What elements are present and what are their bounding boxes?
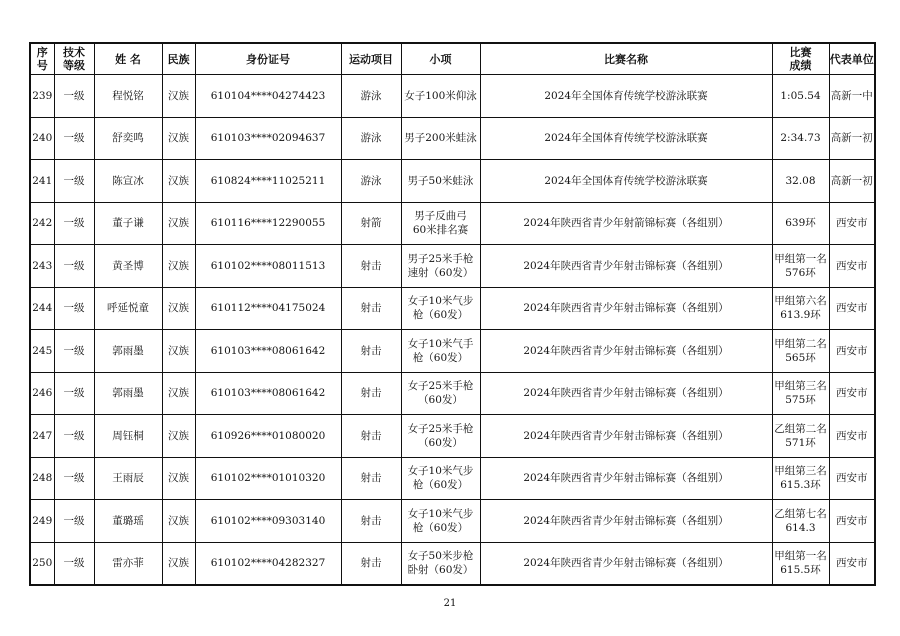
row-number-cell <box>30 287 54 330</box>
sport: 射击 <box>360 514 382 527</box>
ethnicity: 汉族 <box>168 514 189 527</box>
event-cell <box>401 287 480 330</box>
table-body <box>30 75 875 586</box>
unit: 西安市 <box>836 514 868 527</box>
athlete-name: 陈宣冰 <box>112 174 144 187</box>
competition-name: 2024年陕西省青少年射击锦标赛（各组别） <box>523 302 729 315</box>
row-number: 248 <box>32 472 53 485</box>
ethnicity-cell <box>162 160 195 203</box>
tech-level: 一级 <box>63 557 85 570</box>
unit: 西安市 <box>836 259 868 272</box>
row-number-cell <box>30 500 54 543</box>
athlete-name-cell <box>94 287 162 330</box>
ethnicity: 汉族 <box>168 472 189 485</box>
sport: 游泳 <box>360 174 382 187</box>
competition-name: 2024年陕西省青少年射箭锦标赛（各组别） <box>523 217 729 230</box>
result: 2:34.73 <box>780 132 821 145</box>
tech-level-cell <box>54 542 94 585</box>
id-number-cell <box>195 117 341 160</box>
column-header <box>401 43 480 75</box>
tech-level-cell <box>54 415 94 458</box>
athlete-name-cell <box>94 75 162 118</box>
sport-cell <box>341 117 401 160</box>
athlete-name: 程悦铭 <box>112 89 144 102</box>
ethnicity: 汉族 <box>168 344 189 357</box>
ethnicity: 汉族 <box>168 259 189 272</box>
athlete-name: 呼延悦童 <box>107 302 149 315</box>
table-row <box>30 500 875 543</box>
sport: 射击 <box>360 302 382 315</box>
competition-name: 2024年陕西省青少年射击锦标赛（各组别） <box>523 259 729 272</box>
row-number-cell <box>30 117 54 160</box>
column-header <box>480 43 772 75</box>
event: 女子50米步枪 卧射（60发） <box>407 550 474 577</box>
ethnicity-cell <box>162 542 195 585</box>
row-number-cell <box>30 457 54 500</box>
sport-cell <box>341 542 401 585</box>
tech-level: 一级 <box>63 429 85 442</box>
athlete-name: 黄圣博 <box>112 259 144 272</box>
ethnicity-cell <box>162 245 195 288</box>
competition-name-cell <box>480 287 772 330</box>
tech-level-cell <box>54 287 94 330</box>
event-cell <box>401 117 480 160</box>
event-cell <box>401 457 480 500</box>
competition-name: 2024年陕西省青少年射击锦标赛（各组别） <box>523 429 729 442</box>
id-number-cell <box>195 202 341 245</box>
result: 乙组第七名 614.3 <box>774 507 827 534</box>
row-number: 242 <box>32 217 53 230</box>
sport-cell <box>341 160 401 203</box>
sport: 游泳 <box>360 89 382 102</box>
row-number: 239 <box>32 89 53 102</box>
competition-name-cell <box>480 415 772 458</box>
sport-cell <box>341 500 401 543</box>
athlete-name-cell <box>94 160 162 203</box>
competition-name-cell <box>480 160 772 203</box>
unit: 高新一初 <box>830 174 873 187</box>
row-number: 245 <box>32 344 53 357</box>
athlete-name: 舒奕鸣 <box>112 132 144 145</box>
sport: 射击 <box>360 344 382 357</box>
table-header <box>30 43 875 75</box>
tech-level: 一级 <box>63 302 85 315</box>
row-number-cell <box>30 542 54 585</box>
tech-level: 一级 <box>63 344 85 357</box>
tech-level: 一级 <box>63 174 85 187</box>
unit-cell <box>829 75 875 118</box>
id-number: 610102****08011513 <box>210 259 326 272</box>
column-header <box>30 43 54 75</box>
competition-name: 2024年全国体育传统学校游泳联赛 <box>544 174 708 187</box>
row-number: 243 <box>32 259 53 272</box>
sport: 射击 <box>360 387 382 400</box>
result-cell <box>772 117 829 160</box>
unit: 西安市 <box>836 302 868 315</box>
competition-name: 2024年陕西省青少年射击锦标赛（各组别） <box>523 514 729 527</box>
unit-cell <box>829 415 875 458</box>
column-header <box>54 43 94 75</box>
column-header <box>195 43 341 75</box>
tech-level: 一级 <box>63 132 85 145</box>
event-cell <box>401 542 480 585</box>
result-cell <box>772 75 829 118</box>
sport-cell <box>341 415 401 458</box>
athlete-name-cell <box>94 117 162 160</box>
event-cell <box>401 500 480 543</box>
unit-cell <box>829 372 875 415</box>
row-number-cell <box>30 372 54 415</box>
competition-name: 2024年陕西省青少年射击锦标赛（各组别） <box>523 387 729 400</box>
athlete-name-cell <box>94 542 162 585</box>
column-header <box>341 43 401 75</box>
table-row <box>30 457 875 500</box>
table-row <box>30 245 875 288</box>
sport: 游泳 <box>360 132 382 145</box>
result-cell <box>772 415 829 458</box>
ethnicity-cell <box>162 75 195 118</box>
column-header-label: 比赛名称 <box>604 52 648 66</box>
id-number-cell <box>195 457 341 500</box>
unit: 高新一中 <box>830 89 873 102</box>
tech-level-cell <box>54 330 94 373</box>
event: 女子10米气步 枪（60发） <box>407 295 474 322</box>
athlete-name: 郭雨墨 <box>112 344 144 357</box>
event: 女子10米气步 枪（60发） <box>407 507 474 534</box>
ethnicity-cell <box>162 330 195 373</box>
event-cell <box>401 202 480 245</box>
row-number: 241 <box>32 174 53 187</box>
result: 甲组第三名 615.3环 <box>774 465 827 492</box>
competition-name-cell <box>480 202 772 245</box>
event-cell <box>401 415 480 458</box>
sport-cell <box>341 202 401 245</box>
sport: 射击 <box>360 557 382 570</box>
ethnicity-cell <box>162 415 195 458</box>
ethnicity-cell <box>162 202 195 245</box>
event-cell <box>401 160 480 203</box>
event: 男子50米蛙泳 <box>407 174 474 187</box>
unit: 西安市 <box>836 387 868 400</box>
competition-name-cell <box>480 245 772 288</box>
event: 男子反曲弓 60米排名赛 <box>412 210 469 237</box>
competition-name-cell <box>480 75 772 118</box>
id-number-cell <box>195 75 341 118</box>
table-row <box>30 542 875 585</box>
competition-name: 2024年全国体育传统学校游泳联赛 <box>544 89 708 102</box>
unit-cell <box>829 117 875 160</box>
column-header-label: 运动项目 <box>349 52 393 66</box>
column-header-label: 身份证号 <box>246 52 290 66</box>
unit-cell <box>829 245 875 288</box>
tech-level-cell <box>54 500 94 543</box>
competition-name-cell <box>480 372 772 415</box>
result: 甲组第一名 576环 <box>774 252 827 279</box>
row-number-cell <box>30 202 54 245</box>
ethnicity: 汉族 <box>168 217 189 230</box>
athlete-name-cell <box>94 202 162 245</box>
column-header-label: 技术 等级 <box>63 46 85 72</box>
row-number-cell <box>30 75 54 118</box>
column-header <box>94 43 162 75</box>
athlete-name-cell <box>94 372 162 415</box>
sport: 射击 <box>360 472 382 485</box>
tech-level-cell <box>54 457 94 500</box>
column-header-label: 比赛 成绩 <box>789 46 812 72</box>
row-number: 247 <box>32 429 53 442</box>
column-header-label: 姓 名 <box>115 52 141 66</box>
tech-level-cell <box>54 75 94 118</box>
sport-cell <box>341 245 401 288</box>
result-cell <box>772 202 829 245</box>
table-row <box>30 415 875 458</box>
unit-cell <box>829 202 875 245</box>
event: 女子100米仰泳 <box>404 89 477 102</box>
tech-level-cell <box>54 245 94 288</box>
result-cell <box>772 287 829 330</box>
ethnicity: 汉族 <box>168 89 189 102</box>
unit-cell <box>829 500 875 543</box>
row-number: 249 <box>32 514 53 527</box>
id-number-cell <box>195 160 341 203</box>
event: 女子10米气步 枪（60发） <box>407 465 474 492</box>
unit-cell <box>829 330 875 373</box>
ethnicity: 汉族 <box>168 174 189 187</box>
sport: 射击 <box>360 259 382 272</box>
id-number-cell <box>195 542 341 585</box>
unit-cell <box>829 457 875 500</box>
tech-level-cell <box>54 202 94 245</box>
tech-level: 一级 <box>63 217 85 230</box>
event-cell <box>401 330 480 373</box>
tech-level-cell <box>54 372 94 415</box>
result: 甲组第二名 565环 <box>774 337 827 364</box>
ethnicity-cell <box>162 457 195 500</box>
id-number: 610103****08061642 <box>210 387 326 400</box>
competition-name-cell <box>480 457 772 500</box>
tech-level-cell <box>54 117 94 160</box>
competition-name: 2024年全国体育传统学校游泳联赛 <box>544 132 708 145</box>
unit: 西安市 <box>836 217 868 230</box>
unit: 西安市 <box>836 344 868 357</box>
id-number: 610104****04274423 <box>210 89 326 102</box>
athlete-name: 郭雨墨 <box>112 387 144 400</box>
sport-cell <box>341 75 401 118</box>
event: 男子25米手枪 速射（60发） <box>407 252 474 279</box>
table-row <box>30 160 875 203</box>
id-number-cell <box>195 415 341 458</box>
table-row <box>30 372 875 415</box>
unit-cell <box>829 542 875 585</box>
competition-name: 2024年陕西省青少年射击锦标赛（各组别） <box>523 557 729 570</box>
result-cell <box>772 542 829 585</box>
sport: 射击 <box>360 429 382 442</box>
column-header-label: 民族 <box>167 52 190 66</box>
result: 甲组第三名 575环 <box>774 380 827 407</box>
tech-level-cell <box>54 160 94 203</box>
athlete-name: 董子谦 <box>112 217 144 230</box>
result: 32.08 <box>785 174 816 187</box>
event-cell <box>401 245 480 288</box>
page-number: 21 <box>443 598 457 609</box>
event: 女子25米手枪 （60发） <box>407 380 474 407</box>
unit-cell <box>829 160 875 203</box>
unit: 高新一初 <box>830 132 873 145</box>
unit: 西安市 <box>836 472 868 485</box>
id-number: 610102****04282327 <box>210 557 326 570</box>
tech-level: 一级 <box>63 259 85 272</box>
tech-level: 一级 <box>63 89 85 102</box>
column-header-label: 代表单位 <box>829 52 874 66</box>
tech-level: 一级 <box>63 514 85 527</box>
unit: 西安市 <box>836 429 868 442</box>
table-row <box>30 75 875 118</box>
unit: 西安市 <box>836 557 868 570</box>
column-header-label: 序 号 <box>36 46 48 72</box>
athlete-table <box>29 42 876 586</box>
ethnicity: 汉族 <box>168 429 189 442</box>
id-number: 610926****01080020 <box>210 429 326 442</box>
event: 女子10米气手 枪（60发） <box>407 337 474 364</box>
sport-cell <box>341 287 401 330</box>
athlete-name: 王雨辰 <box>112 472 144 485</box>
result-cell <box>772 372 829 415</box>
ethnicity: 汉族 <box>168 132 189 145</box>
unit-cell <box>829 287 875 330</box>
id-number: 610102****01010320 <box>210 472 326 485</box>
id-number-cell <box>195 287 341 330</box>
ethnicity: 汉族 <box>168 302 189 315</box>
id-number-cell <box>195 372 341 415</box>
table-row <box>30 330 875 373</box>
result-cell <box>772 330 829 373</box>
athlete-name: 周钰桐 <box>112 429 144 442</box>
competition-name-cell <box>480 117 772 160</box>
ethnicity: 汉族 <box>168 557 189 570</box>
result: 1:05.54 <box>780 89 821 102</box>
ethnicity-cell <box>162 372 195 415</box>
ethnicity: 汉族 <box>168 387 189 400</box>
result-cell <box>772 457 829 500</box>
id-number: 610116****12290055 <box>210 217 326 230</box>
ethnicity-cell <box>162 117 195 160</box>
id-number-cell <box>195 245 341 288</box>
competition-name-cell <box>480 330 772 373</box>
ethnicity-cell <box>162 500 195 543</box>
table-row <box>30 117 875 160</box>
athlete-name: 董璐瑶 <box>112 514 144 527</box>
id-number: 610102****09303140 <box>210 514 326 527</box>
event: 女子25米手枪 （60发） <box>407 422 474 449</box>
id-number: 610103****02094637 <box>210 132 326 145</box>
athlete-name-cell <box>94 415 162 458</box>
competition-name: 2024年陕西省青少年射击锦标赛（各组别） <box>523 344 729 357</box>
row-number-cell <box>30 415 54 458</box>
row-number-cell <box>30 245 54 288</box>
tech-level: 一级 <box>63 472 85 485</box>
row-number-cell <box>30 160 54 203</box>
table-row <box>30 202 875 245</box>
event: 男子200米蛙泳 <box>404 132 477 145</box>
id-number: 610112****04175024 <box>210 302 326 315</box>
sport: 射箭 <box>360 217 382 230</box>
tech-level: 一级 <box>63 387 85 400</box>
competition-name: 2024年陕西省青少年射击锦标赛（各组别） <box>523 472 729 485</box>
result: 639环 <box>785 217 816 230</box>
row-number-cell <box>30 330 54 373</box>
sport-cell <box>341 330 401 373</box>
id-number: 610103****08061642 <box>210 344 326 357</box>
row-number: 250 <box>32 557 53 570</box>
table-row <box>30 287 875 330</box>
id-number-cell <box>195 330 341 373</box>
column-header <box>772 43 829 75</box>
column-header <box>829 43 875 75</box>
ethnicity-cell <box>162 287 195 330</box>
athlete-name-cell <box>94 457 162 500</box>
result: 甲组第一名 615.5环 <box>774 550 827 577</box>
competition-name-cell <box>480 542 772 585</box>
athlete-name-cell <box>94 330 162 373</box>
result-cell <box>772 160 829 203</box>
athlete-name: 雷亦菲 <box>112 557 144 570</box>
athlete-name-cell <box>94 245 162 288</box>
event-cell <box>401 372 480 415</box>
id-number-cell <box>195 500 341 543</box>
id-number: 610824****11025211 <box>210 174 326 187</box>
competition-name-cell <box>480 500 772 543</box>
column-header-label: 小项 <box>429 52 452 66</box>
result-cell <box>772 500 829 543</box>
row-number: 240 <box>32 132 53 145</box>
row-number: 246 <box>32 387 53 400</box>
result: 甲组第六名 613.9环 <box>774 295 827 322</box>
athlete-name-cell <box>94 500 162 543</box>
row-number: 244 <box>32 302 53 315</box>
event-cell <box>401 75 480 118</box>
header-row <box>30 43 875 75</box>
result-cell <box>772 245 829 288</box>
sport-cell <box>341 372 401 415</box>
column-header <box>162 43 195 75</box>
sport-cell <box>341 457 401 500</box>
result: 乙组第二名 571环 <box>774 422 827 449</box>
